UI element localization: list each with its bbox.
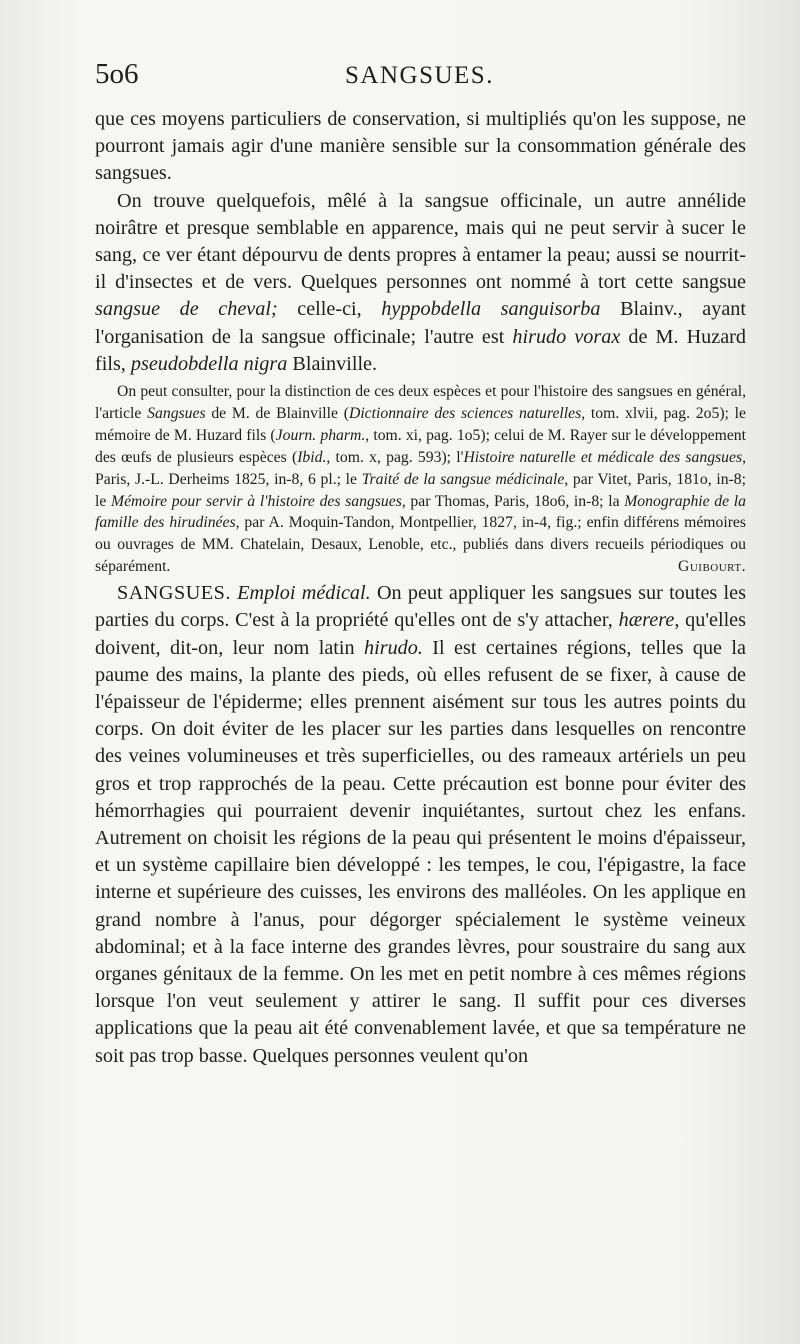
- page-number: 5o6: [95, 58, 139, 90]
- section-subheading: Emploi médical.: [237, 582, 371, 605]
- paragraph-conservation: que ces moyens particuliers de conservation, si multipliés qu'on les suppose, ne pourront jamais agir d'une manière sensible sur la consommation générale des sangsues.: [95, 108, 746, 185]
- section-heading: SANGSUES.: [117, 582, 231, 605]
- running-title: SANGSUES.: [345, 62, 494, 89]
- paragraph-medical-use: SANGSUES. Emploi médical. On peut appliquer les sangsues sur toutes les parties du corps. C'est à la propriété qu'elles ont de s'y attacher, hærere, qu'elles doivent, dit-on, leur nom latin hirudo. Il est certaines régions, telles que la paume des mains, la plante des pieds, où elles refusent de se fixer, à cause de l'épaisseur de l'épiderme; elles prennent aisément sur tous les autres points du corps. On doit éviter de les placer sur les parties dans lesquelles on rencontre des veines volumineuses et très superficielles, ou des rameaux artériels un peu gros et trop rapprochés de la peau. Cette précaution est bonne pour éviter des hémorrhagies qui pourraient devenir inquiétantes, surtout chez les enfans. Autrement on choisit les régions de la peau qui présentent le moins d'épaisseur, et un système capillaire bien développé : les tempes, le cou, l'épigastre, la face interne et supérieure des cuisses, les environs des malléoles. On les applique en grand nombre à l'anus, pour dégorger spécialement le système veineux abdominal; et à la face interne des grandes lèvres, pour soustraire du sang aux organes génitaux de la femme. On les met en petit nombre à ces mêmes régions lorsque l'on veut seulement y attirer le sang. Il suffit pour ces diverses applications que la peau ait été convenablement lavée, et que sa température ne soit pas trop basse. Quelques personnes veulent qu'on: [95, 582, 746, 1067]
- bibliographic-note: On peut consulter, pour la distinction de ces deux espèces et pour l'histoire des sangsues en général, l'article Sangsues de M. de Blainville (Dictionnaire des sciences naturelles, tom. xlvii, pag. 2o5); le mémoire de M. Huzard fils (Journ. pharm., tom. xi, pag. 1o5); celui de M. Rayer sur le développement des œufs de plusieurs espèces (Ibid., tom. x, pag. 593); l'Histoire naturelle et médicale des sangsues, Paris, J.-L. Derheims 1825, in-8, 6 pl.; le Traité de la sangsue médicinale, par Vitet, Paris, 181o, in-8; le Mémoire pour servir à l'histoire des sangsues, par Thomas, Paris, 18o6, in-8; la Monographie de la famille des hirudinées, par A. Moquin-Tandon, Montpellier, 1827, in-4, fig.; enfin différens mémoires ou ouvrages de MM. Chatelain, Desaux, Lenoble, etc., publiés dans divers recueils périodiques ou séparément. Guibourt.: [95, 381, 746, 578]
- paragraph-other-annelid: On trouve quelquefois, mêlé à la sangsue officinale, un autre annélide noirâtre et presque semblable en apparence, mais qui ne peut servir à sucer le sang, ce ver étant dépourvu de dents propres à entamer la peau; aussi se nourrit-il d'insectes et de vers. Quelques personnes ont nommé à tort cette sangsue sangsue de cheval; celle-ci, hyppobdella sanguisorba Blainv., ayant l'organisation de la sangsue officinale; l'autre est hirudo vorax de M. Huzard fils, pseudobdella nigra Blainville.: [95, 189, 746, 375]
- page-header: [95, 58, 746, 106]
- author-signature: Guibourt.: [678, 558, 746, 576]
